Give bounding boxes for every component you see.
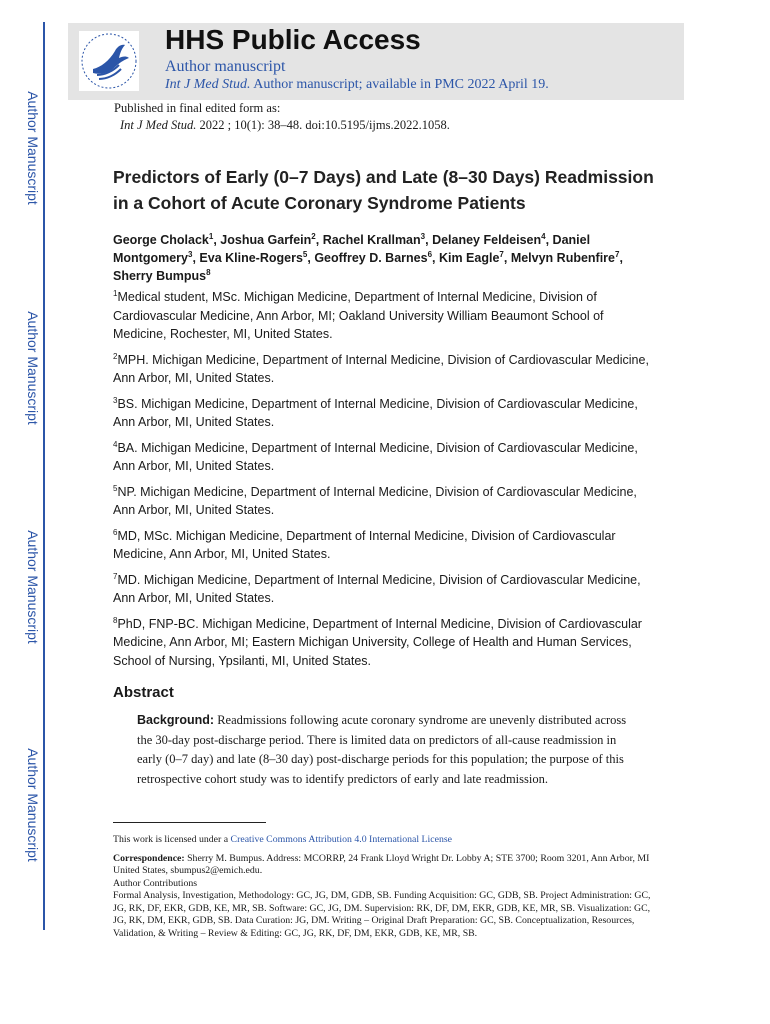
author-affiliation-mark: 3 (420, 232, 426, 241)
author-affiliation-mark: 5 (302, 250, 308, 259)
affiliation-number: 1 (113, 289, 118, 298)
hhs-header (68, 23, 684, 100)
author-affiliation-mark: 4 (541, 232, 546, 241)
affiliation-number: 8 (113, 615, 118, 625)
affiliation-item (113, 483, 653, 520)
author-affiliation-mark: 7 (499, 250, 504, 259)
published-in (114, 100, 450, 134)
contributions-text: Formal Analysis, Investigation, Methodology: GC, JG, DM, GDB, SB. Funding Acquisition: GC, GDB, SB. Project Administration: GC, JG, RK, DF, EKR, GDB, KE, MR, SB. Software: GC, JG, DM. Supervision: RK, DF, DM, EKR, GDB, KE, MR, SB. Visualization: GC, JG, RK, DM, EKR, GDB, SB. Data Curation: JG, DM. Writing – Original Draft Preparation: GC, SB. Conceptualization, Resources, Validation, & Writing – Review & Editing: GC, JG, RK, DF, DM, EKR, GDB, KE, MR, SB. (113, 890, 651, 939)
author-name: Eva Kline-Rogers (199, 251, 303, 265)
affiliation-text: BA. Michigan Medicine, Department of Internal Medicine, Division of Cardiovascular Medicine, Ann Arbor, MI, United States. (113, 440, 638, 473)
license-note: This work is licensed under a Creative Commons Attribution 4.0 International License (113, 834, 453, 845)
affiliation-number: 5 (113, 483, 118, 493)
affiliation-text: NP. Michigan Medicine, Department of Internal Medicine, Division of Cardiovascular Medicine, Ann Arbor, MI, United States. (113, 484, 637, 517)
affiliation-number: 6 (113, 527, 118, 537)
affiliation-item (113, 395, 653, 432)
affiliation-text: MPH. Michigan Medicine, Department of Internal Medicine, Division of Cardiovascular Medicine, Ann Arbor, MI, United States. (113, 352, 649, 385)
author-name: Rachel Krallman (322, 233, 421, 247)
author-name: Geoffrey D. Barnes (314, 251, 428, 265)
affiliations (113, 288, 653, 677)
affiliation-item (113, 527, 653, 564)
hhs-eagle-logo-icon (79, 31, 139, 91)
footnotes (113, 834, 658, 940)
article-title: Predictors of Early (0–7 Days) and Late (8–30 Days) Readmission in a Cohort of Acute Coronary Syndrome Patients (113, 167, 654, 213)
author-affiliation-mark: 3 (188, 250, 193, 259)
citation: Int J Med Stud. 2022 ; 10(1): 38–48. doi:10.5195/ijms.2022.1058. (120, 118, 450, 132)
author-name: Kim Eagle (438, 251, 500, 265)
affiliation-text: MD, MSc. Michigan Medicine, Department of Internal Medicine, Division of Cardiovascular Medicine, Ann Arbor, MI, United States. (113, 528, 616, 561)
author-name: Melvyn Rubenfire (510, 251, 615, 265)
abstract-background: Background: Readmissions following acute coronary syndrome are unevenly distributed across the 30-day post-discharge period. There is limited data on predictors of all-cause readmission in early (0–7 day) and late (8–30 day) post-discharge periods for this population; the purpose of this retrospective cohort study was to identify predictors of early and late readmission. (137, 713, 627, 786)
published-label: Published in final edited form as: (114, 101, 281, 115)
author-affiliation-mark: 2 (311, 232, 316, 241)
author-name: George Cholack (113, 233, 209, 247)
affiliation-number: 2 (113, 351, 118, 361)
affiliation-number: 4 (113, 439, 118, 449)
hhs-title: HHS Public Access (165, 24, 421, 55)
affiliation-item (113, 351, 653, 388)
affiliation-number: 7 (113, 571, 118, 581)
author-affiliation-mark: 7 (615, 250, 620, 259)
footnote-divider (113, 822, 266, 823)
affiliation-item (113, 571, 653, 608)
author-affiliation-mark: 6 (427, 250, 433, 259)
author-manuscript-label: Author manuscript (165, 58, 286, 75)
affiliation-text: Medical student, MSc. Michigan Medicine, Department of Internal Medicine, Division of Cardiovascular Medicine, Ann Arbor, MI; Oakland University William Beaumont School of Medicine, Rochester, MI, United States. (113, 290, 604, 341)
affiliation-text: MD. Michigan Medicine, Department of Internal Medicine, Division of Cardiovascular Medicine, Ann Arbor, MI, United States. (113, 572, 641, 605)
affiliation-text: PhD, FNP-BC. Michigan Medicine, Department of Internal Medicine, Division of Cardiovascular Medicine, Ann Arbor, MI; Eastern Michigan University, College of Health and Human Services, School of Nursing, Ypsilanti, MI, United States. (113, 616, 642, 668)
author-name: Sherry Bumpus (113, 269, 207, 283)
license-link[interactable]: Creative Commons Attribution 4.0 International License (230, 834, 453, 845)
author-affiliation-mark: 8 (206, 268, 211, 277)
abstract-heading: Abstract (113, 684, 174, 701)
margin-rule (43, 22, 45, 930)
affiliation-number: 3 (113, 395, 118, 405)
journal-availability: Int J Med Stud. Author manuscript; available in PMC 2022 April 19. (165, 77, 549, 92)
affiliation-text: BS. Michigan Medicine, Department of Internal Medicine, Division of Cardiovascular Medicine, Ann Arbor, MI, United States. (113, 396, 638, 429)
affiliation-item (113, 288, 653, 344)
author-name: Joshua Garfein (220, 233, 312, 247)
author-name: Daniel Montgomery (113, 233, 591, 265)
affiliation-item (113, 615, 653, 671)
author-list: George Cholack$^1$, Joshua Garfein$^2$, Rachel Krallman$^3$, Delaney Feldeisen$^4$, Daniel Montgomery$^3$, Eva Kline-Rogers$^5$, Geoffrey D. Barnes$^6$, Kim Eagle$^7$, Melvyn Rubenfire$^7$, Sherry Bumpus$^8$ (113, 232, 623, 283)
contributions-label: Author Contributions (113, 877, 198, 889)
author-affiliation-mark: 1 (208, 232, 214, 241)
affiliation-item (113, 439, 653, 476)
correspondence: Correspondence: Sherry M. Bumpus. Address: MCORRP, 24 Frank Lloyd Wright Dr. Lobby A; STE 3700; Room 3201, Ann Arbor, MI United States, sbumpus2@emich.edu. (113, 852, 650, 876)
author-name: Delaney Feldeisen (432, 233, 542, 247)
